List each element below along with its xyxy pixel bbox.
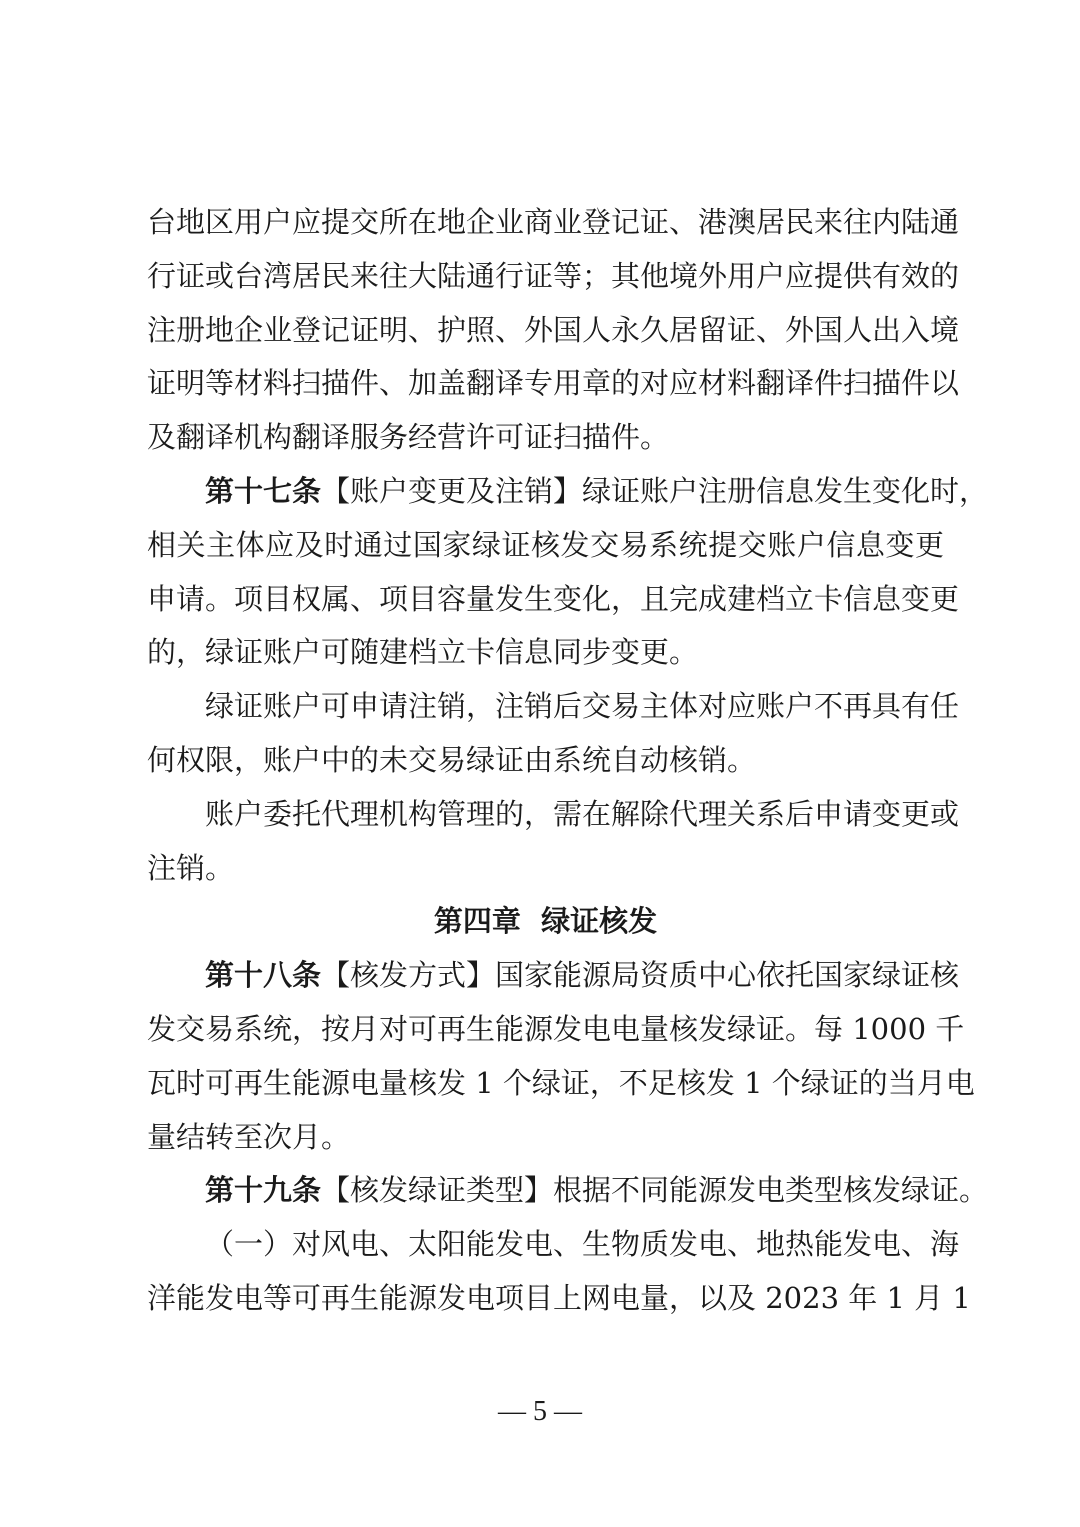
article-number: 第十九条 <box>205 1173 322 1208</box>
article-number: 第十八条 <box>205 958 322 993</box>
text-line: 注册地企业登记证明、护照、外国人永久居留证、外国人出入境 <box>147 312 960 347</box>
text-line: 注销。 <box>147 850 235 885</box>
article-first-line <box>147 465 989 519</box>
article-text: 【核发绿证类型】根据不同能源发电类型核发绿证。 <box>321 1173 989 1208</box>
text-line: 绿证账户可申请注销，注销后交易主体对应账户不再具有任 <box>205 689 960 724</box>
text-line: 瓦时可再生能源电量核发 1 个绿证，不足核发 1 个绿证的当月电 <box>147 1065 975 1100</box>
text-line: 的，绿证账户可随建档立卡信息同步变更。 <box>147 635 699 670</box>
paragraph-agency <box>147 788 960 896</box>
text-line: 台地区用户应提交所在地企业商业登记证、港澳居民来往内陆通 <box>147 205 960 239</box>
document-body <box>147 196 989 1326</box>
text-line: 洋能发电等可再生能源发电项目上网电量，以及 2023 年 1 月 1 <box>147 1280 971 1315</box>
text-line: 何权限，账户中的未交易绿证由系统自动核销。 <box>147 742 757 777</box>
text-line: （一）对风电、太阳能发电、生物质发电、地热能发电、海 <box>205 1227 960 1262</box>
list-item-1 <box>147 1218 971 1326</box>
text-line: 及翻译机构翻译服务经营许可证扫描件。 <box>147 420 670 455</box>
chapter-heading: 第四章 绿证核发 <box>433 904 658 939</box>
article-text: 【账户变更及注销】绿证账户注册信息发生变化时， <box>321 473 989 508</box>
text-line: 相关主体应及时通过国家绿证核发交易系统提交账户信息变更 <box>147 527 944 562</box>
text-line: 申请。项目权属、项目容量发生变化，且完成建档立卡信息变更 <box>147 581 960 616</box>
article-number: 第十七条 <box>205 473 322 508</box>
text-line: 证明等材料扫描件、加盖翻译专用章的对应材料翻译件扫描件以 <box>147 366 960 401</box>
text-line: 量结转至次月。 <box>147 1119 351 1154</box>
article-18 <box>147 949 975 1164</box>
article-first-line <box>147 1164 989 1218</box>
article-17 <box>147 465 989 680</box>
article-text: 【核发方式】国家能源局资质中心依托国家绿证核 <box>321 958 960 993</box>
text-line: 发交易系统，按月对可再生能源发电电量核发绿证。每 1000 千 <box>147 1011 965 1046</box>
article-first-line <box>147 949 960 1003</box>
text-line: 行证或台湾居民来往大陆通行证等；其他境外用户应提供有效的 <box>147 258 960 293</box>
article-19 <box>147 1164 989 1218</box>
text-line: 账户委托代理机构管理的，需在解除代理关系后申请变更或 <box>205 796 960 831</box>
paragraph-cancellation <box>147 680 960 788</box>
page-number: — 5 — <box>498 1396 582 1427</box>
paragraph-continuation <box>147 196 960 465</box>
